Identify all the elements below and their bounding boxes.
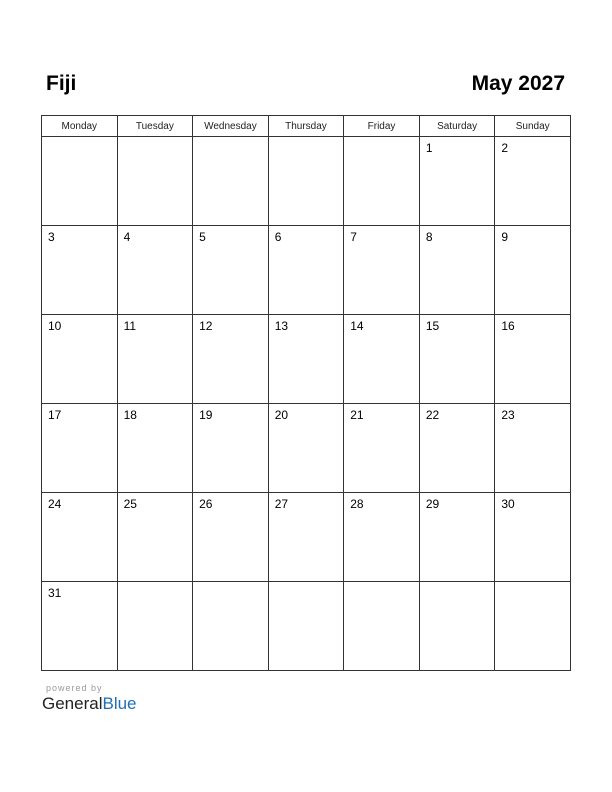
- day-number: 11: [123, 319, 137, 333]
- day-cell: [193, 493, 269, 582]
- powered-by-text: powered by: [46, 683, 103, 693]
- day-cell: [495, 493, 571, 582]
- brand-logo[interactable]: [42, 694, 137, 714]
- day-cell: [344, 315, 420, 404]
- weekday-header: Tuesday: [117, 116, 193, 137]
- day-number: 20: [274, 408, 289, 422]
- day-cell: [42, 493, 118, 582]
- day-cell: [117, 226, 193, 315]
- day-cell: [419, 493, 495, 582]
- day-number: 8: [425, 230, 433, 244]
- calendar-grid: [41, 115, 571, 671]
- day-cell: [42, 226, 118, 315]
- day-number: 7: [350, 230, 357, 244]
- day-cell: [419, 315, 495, 404]
- day-cell: [495, 315, 571, 404]
- day-number: 18: [123, 408, 137, 422]
- week-row: [42, 137, 571, 226]
- day-number: 12: [199, 319, 213, 333]
- day-cell: [193, 226, 269, 315]
- day-cell: [117, 137, 193, 226]
- day-cell: [42, 404, 118, 493]
- day-number: 23: [501, 408, 515, 422]
- day-number: [193, 137, 268, 141]
- day-cell: [268, 315, 344, 404]
- day-number: 10: [48, 319, 62, 333]
- day-cell: [193, 582, 269, 671]
- day-cell: [193, 315, 269, 404]
- day-number: [193, 582, 268, 586]
- day-cell: [268, 493, 344, 582]
- day-cell: [344, 493, 420, 582]
- day-number: 17: [48, 408, 62, 422]
- day-cell: [344, 137, 420, 226]
- day-number: [420, 582, 495, 586]
- day-number: 13: [274, 319, 289, 333]
- country-title: Fiji: [46, 72, 77, 95]
- day-number: 16: [501, 319, 515, 333]
- weekday-header: Sunday: [495, 116, 571, 137]
- day-cell: [419, 404, 495, 493]
- day-cell: [495, 226, 571, 315]
- day-cell: [419, 226, 495, 315]
- day-cell: [268, 226, 344, 315]
- day-number: 31: [48, 586, 62, 600]
- day-number: 25: [123, 497, 137, 511]
- day-cell: [419, 137, 495, 226]
- day-number: 21: [350, 408, 364, 422]
- day-cell: [42, 315, 118, 404]
- day-number: 15: [425, 319, 440, 333]
- day-number: 5: [199, 230, 206, 244]
- day-cell: [117, 582, 193, 671]
- day-number: 28: [350, 497, 364, 511]
- day-number: 30: [501, 497, 515, 511]
- day-number: 2: [501, 141, 509, 155]
- weekday-header: Saturday: [419, 116, 495, 137]
- brand-general-text: General: [42, 694, 103, 713]
- day-number: [495, 582, 570, 586]
- day-cell: [117, 493, 193, 582]
- day-cell: [344, 404, 420, 493]
- day-cell: [117, 315, 193, 404]
- day-number: 19: [199, 408, 213, 422]
- week-row: [42, 493, 571, 582]
- day-number: 3: [48, 230, 55, 244]
- week-row: [42, 582, 571, 671]
- day-number: 14: [350, 319, 364, 333]
- day-cell: [495, 582, 571, 671]
- day-cell: [193, 137, 269, 226]
- day-cell: [495, 404, 571, 493]
- day-cell: [344, 226, 420, 315]
- day-cell: [344, 582, 420, 671]
- day-cell: [268, 137, 344, 226]
- day-number: 22: [425, 408, 440, 422]
- day-cell: [42, 582, 118, 671]
- day-cell: [117, 404, 193, 493]
- day-number: 4: [123, 230, 131, 244]
- week-row: [42, 404, 571, 493]
- brand-blue-text: Blue: [102, 694, 137, 713]
- weekday-header: Wednesday: [193, 116, 269, 137]
- day-cell: [419, 582, 495, 671]
- weekday-header: Monday: [42, 116, 118, 137]
- day-number: 29: [425, 497, 440, 511]
- day-cell: [268, 582, 344, 671]
- week-row: [42, 226, 571, 315]
- weekday-header: Friday: [344, 116, 420, 137]
- day-number: [118, 137, 193, 141]
- day-number: [269, 582, 344, 586]
- day-number: [42, 137, 117, 141]
- day-number: 1: [425, 141, 433, 155]
- month-year-title: May 2027: [471, 72, 565, 95]
- day-number: 26: [199, 497, 213, 511]
- day-number: 27: [274, 497, 289, 511]
- day-number: [269, 137, 344, 141]
- weekday-header-row: [42, 116, 571, 137]
- day-number: [344, 582, 419, 586]
- day-cell: [268, 404, 344, 493]
- day-number: 9: [501, 230, 509, 244]
- day-number: 24: [48, 497, 62, 511]
- day-cell: [495, 137, 571, 226]
- day-cell: [42, 137, 118, 226]
- day-number: 6: [274, 230, 282, 244]
- weekday-header: Thursday: [268, 116, 344, 137]
- week-row: [42, 315, 571, 404]
- day-cell: [193, 404, 269, 493]
- day-number: [118, 582, 193, 586]
- day-number: [344, 137, 419, 141]
